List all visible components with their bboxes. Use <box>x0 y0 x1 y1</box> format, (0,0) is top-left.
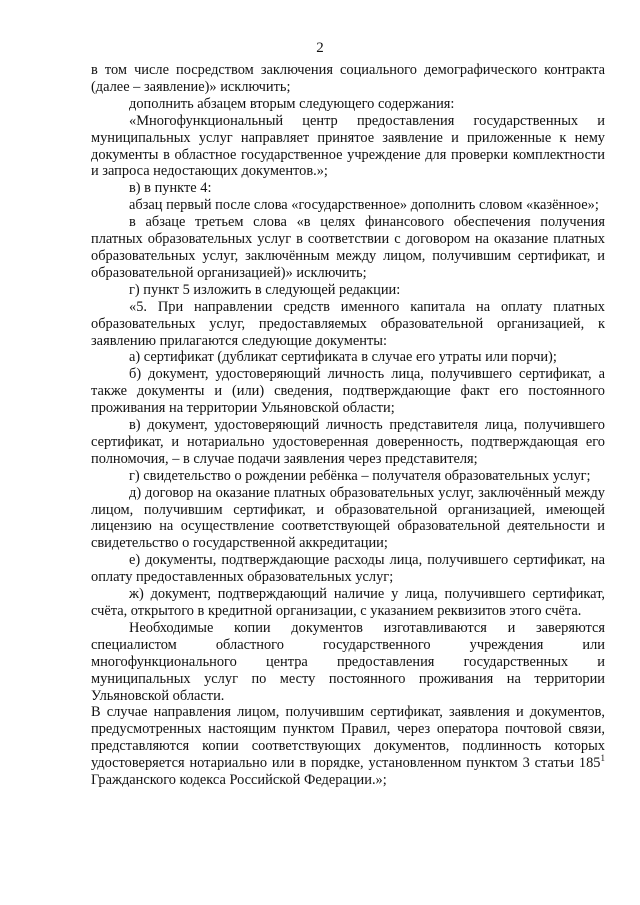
paragraph <box>91 299 605 350</box>
paragraph-text: г) свидетельство о рождении ребёнка – получателя образовательных услуг; <box>129 467 591 484</box>
paragraph <box>91 349 605 366</box>
paragraph <box>91 282 605 299</box>
paragraph <box>91 113 605 181</box>
paragraph-text: дополнить абзацем вторым следующего содержания: <box>129 95 455 112</box>
paragraph <box>91 620 605 705</box>
paragraph-text: д) договор на оказание платных образовательных услуг, заключённый между лицом, получившим сертификат, и образовательной организацией, имеющей лицензию на осуществление соответствующей образовательной деятельности и свидетельство о государственной аккредитации; <box>91 484 605 552</box>
paragraph-text: в) в пункте 4: <box>129 180 212 197</box>
paragraph-text: в) документ, удостоверяющий личность представителя лица, получившего сертификат, и нотариально удостоверенная доверенность, подтверждающая его полномочия, – в случае подачи заявления через представителя; <box>91 417 605 467</box>
paragraph <box>91 586 605 620</box>
paragraph <box>91 417 605 468</box>
superscript: 1 <box>600 753 605 764</box>
paragraph <box>91 180 605 197</box>
paragraph-text: «Многофункциональный центр предоставления государственных и муниципальных услуг направляет принятое заявление и приложенные к нему документы в областное государственное учреждение для проверки комплектности и запроса недостающих документов.»; <box>91 112 605 180</box>
paragraph-text: Необходимые копии документов изготавливаются и заверяются специалистом областного государственного учреждения или многофункционального центра предоставления государственных и муниципальных услуг по месту постоянного проживания на территории Ульяновской области. <box>91 619 605 704</box>
paragraph-text: В случае направления лицом, получившим сертификат, заявления и документов, предусмотренных настоящим пунктом Правил, через оператора почтовой связи, представляются копии соответствующих документов, подлинность которых удостоверяется нотариально или в порядке, установленном пунктом 3 статьи 185 <box>91 704 605 772</box>
paragraph <box>91 485 605 553</box>
paragraph <box>91 704 605 789</box>
paragraph-text: б) документ, удостоверяющий личность лица, получившего сертификат, а также документы и (или) сведения, подтверждающие факт его постоянного проживания на территории Ульяновской области; <box>91 366 605 417</box>
paragraph <box>91 214 605 282</box>
paragraph <box>91 62 605 96</box>
paragraph-text: а) сертификат (дубликат сертификата в случае его утраты или порчи); <box>129 349 557 366</box>
paragraph-text: абзац первый после слова «государственное» дополнить словом «казённое»; <box>129 197 599 214</box>
paragraph-text: г) пункт 5 изложить в следующей редакции: <box>129 281 401 298</box>
paragraph-text: е) документы, подтверждающие расходы лица, получившего сертификат, на оплату предоставленных образовательных услуг; <box>91 552 605 586</box>
page-number: 2 <box>316 40 324 56</box>
paragraph <box>91 366 605 417</box>
paragraph-text-continued: Гражданского кодекса Российской Федерации.»; <box>91 772 387 789</box>
document-body <box>91 62 605 789</box>
paragraph <box>91 197 605 214</box>
paragraph-text: ж) документ, подтверждающий наличие у лица, получившего сертификат, счёта, открытого в кредитной организации, с указанием реквизитов этого счёта. <box>91 586 605 619</box>
paragraph <box>91 96 605 113</box>
paragraph-text: «5. При направлении средств именного капитала на оплату платных образовательных услуг, предоставляемых образовательной организацией, к заявлению прилагаются следующие документы: <box>91 298 605 349</box>
paragraph-text: в том числе посредством заключения социального демографического контракта (далее – заявление)» исключить; <box>91 62 605 95</box>
paragraph <box>91 468 605 485</box>
paragraph <box>91 552 605 586</box>
paragraph-text: в абзаце третьем слова «в целях финансового обеспечения получения платных образовательных услуг в соответствии с договором на оказание платных образовательных услуг, заключённым между лицом, получившим сертификат, и образовательной организацией)» исключить; <box>91 214 605 281</box>
